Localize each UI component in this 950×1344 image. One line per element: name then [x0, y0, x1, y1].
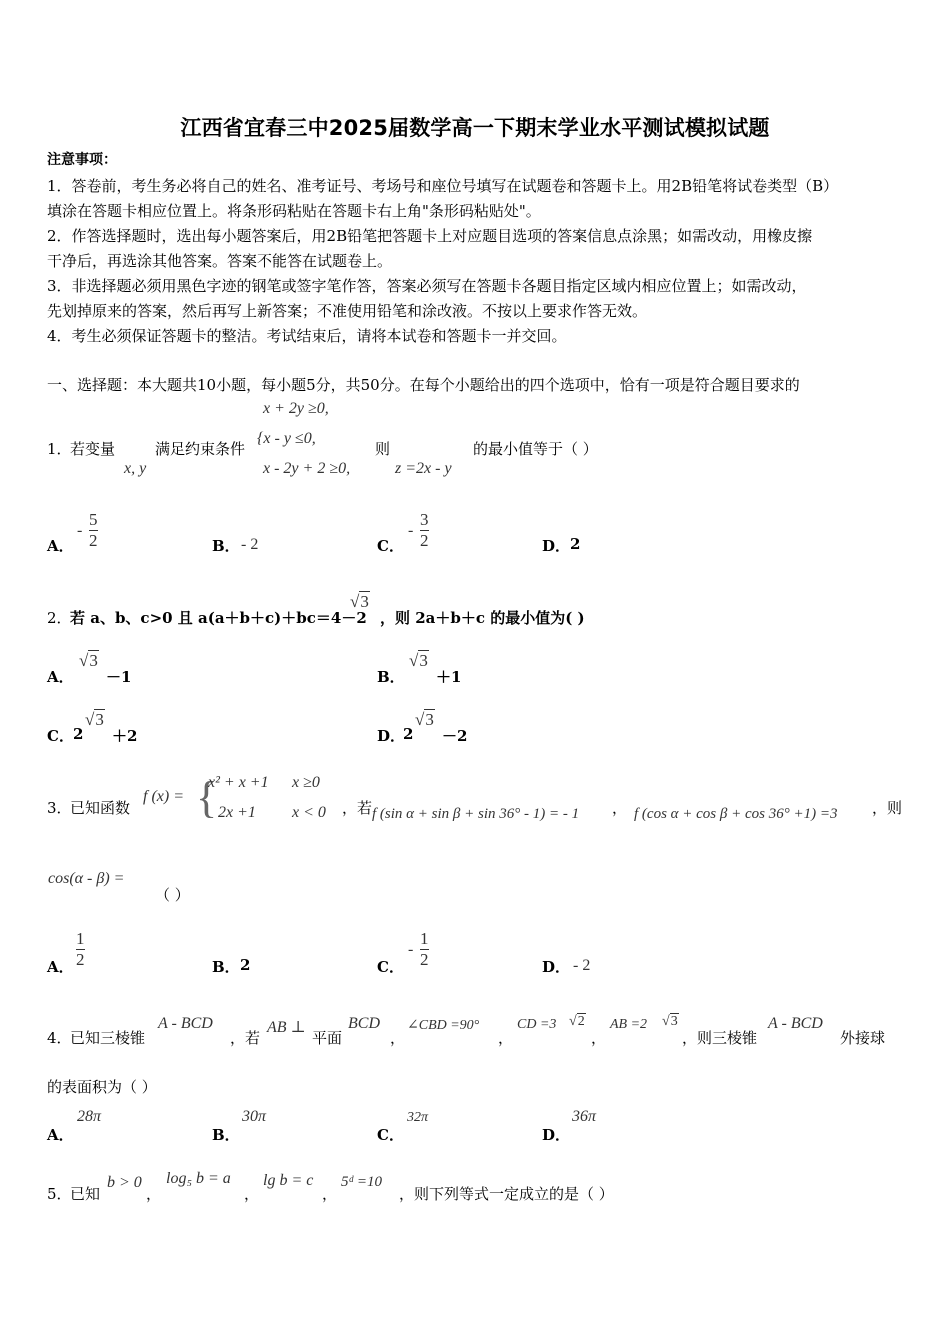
- question-text: 平面: [312, 1029, 343, 1047]
- separator: ，: [390, 1029, 406, 1047]
- constraint-3: x - 2y + 2 ≥0,: [263, 460, 351, 477]
- target-expression: cos(α - β) =: [48, 870, 125, 887]
- question-text: ，则三棱锥: [682, 1029, 758, 1047]
- question-number: 1．: [47, 440, 72, 458]
- question-number: 2．: [47, 609, 72, 627]
- notice-heading: 注意事项：: [47, 152, 117, 168]
- sqrt-3: √3: [662, 1014, 678, 1029]
- option-c-label: C．: [377, 1126, 404, 1144]
- question-number: 3．: [47, 799, 72, 817]
- question-text: ，若: [230, 1029, 261, 1047]
- notice-line: 干净后，再选涂其他答案。答案不能答在试题卷上。: [47, 252, 393, 270]
- denominator: 2: [420, 950, 429, 969]
- sqrt-3: √3: [85, 710, 104, 729]
- question-text: ，则 2a＋b＋c 的最小值为( ): [380, 609, 585, 627]
- sqrt-3: √3: [409, 651, 428, 670]
- question-text: 若变量: [70, 440, 116, 458]
- math-pyramid: A - BCD: [768, 1015, 823, 1032]
- option-b-label: B．: [212, 1126, 240, 1144]
- option-a-value: 28π: [77, 1108, 102, 1125]
- option-a-label: A．: [47, 958, 74, 976]
- question-text: 的最小值等于（ ）: [473, 440, 598, 458]
- option-c-sign: -: [408, 941, 414, 958]
- sqrt-2: √2: [569, 1014, 585, 1029]
- option-d-value: 2: [570, 535, 581, 553]
- option-c-suffix: ＋2: [112, 727, 138, 745]
- option-a-fraction: [89, 510, 98, 551]
- option-d-label: D．: [542, 1126, 571, 1144]
- sqrt-3: √3: [415, 710, 434, 729]
- option-c-fraction: [420, 510, 429, 551]
- notice-line: 2．作答选择题时，选出每小题答案后，用2B铅笔把答题卡上对应题目选项的答案信息点涂黑；如需改动，用橡皮擦: [47, 227, 813, 245]
- math-power: 5ᵈ =10: [341, 1174, 383, 1190]
- option-d-prefix: 2: [403, 725, 414, 743]
- denominator: 2: [89, 531, 98, 550]
- question-number: 4．: [47, 1029, 72, 1047]
- denominator: 2: [420, 531, 429, 550]
- math-vars: x, y: [124, 460, 147, 477]
- question-text: 则: [375, 440, 391, 458]
- piece-1-expr: x² + x +1: [208, 774, 269, 791]
- math-log5: log₅ b = a: [166, 1170, 231, 1187]
- answer-paren: （ ）: [155, 886, 190, 904]
- option-c-label: C．: [47, 727, 74, 745]
- notice-line: 1．答卷前，考生务必将自己的姓名、准考证号、考场号和座位号填写在试题卷和答题卡上。用2B铅笔将试卷类型（B）: [47, 177, 839, 195]
- piece-2-expr: 2x +1: [218, 804, 256, 821]
- equation-2: f (cos α + cos β + cos 36° +1) =3: [634, 806, 838, 822]
- option-a-label: A．: [47, 1126, 74, 1144]
- question-text: ，则: [872, 799, 903, 817]
- separator: ，: [322, 1185, 338, 1203]
- section-heading: 一、选择题：本大题共10小题，每小题5分，共50分。在每个小题给出的四个选项中，恰有一项是符合题目要求的: [47, 376, 800, 394]
- question-text: 已知函数: [70, 799, 131, 817]
- option-d-value: 36π: [572, 1108, 597, 1125]
- separator: ，: [146, 1185, 162, 1203]
- option-c-label: C．: [377, 537, 404, 555]
- question-text: 已知: [70, 1185, 101, 1203]
- notice-line: 先划掉原来的答案，然后再写上新答案；不准使用铅笔和涂改液。不按以上要求作答无效。: [47, 302, 648, 320]
- numerator: 3: [420, 510, 429, 529]
- option-d-suffix: －2: [442, 727, 468, 745]
- math-cd: CD =3: [517, 1017, 557, 1032]
- question-text: ，则下列等式一定成立的是（ ）: [399, 1185, 614, 1203]
- piece-1-cond: x ≥0: [292, 774, 320, 791]
- question-text: 满足约束条件: [155, 440, 246, 458]
- option-a-label: A．: [47, 537, 74, 555]
- separator: ，: [498, 1029, 514, 1047]
- option-b-label: B．: [377, 668, 405, 686]
- option-c-label: C．: [377, 958, 404, 976]
- numerator: 1: [76, 929, 85, 948]
- option-d-label: D．: [377, 727, 406, 745]
- option-b-value: 30π: [242, 1108, 267, 1125]
- function-name: f (x) =: [143, 788, 184, 805]
- separator: ，: [591, 1029, 607, 1047]
- separator: ，: [244, 1185, 260, 1203]
- notice-line: 3．非选择题必须用黑色字迹的钢笔或签字笔作答，答案必须写在答题卡各题目指定区域内相应位置上；如需改动，: [47, 277, 807, 295]
- option-b-label: B．: [212, 958, 240, 976]
- numerator: 5: [89, 510, 98, 529]
- sqrt-3: √3: [350, 592, 369, 611]
- option-d-value: - 2: [573, 957, 591, 974]
- option-a-sign: -: [77, 522, 83, 539]
- option-d-label: D．: [542, 537, 571, 555]
- denominator: 2: [76, 950, 85, 969]
- notice-line: 填涂在答题卡相应位置上。将条形码粘贴在答题卡右上角"条形码粘贴处"。: [47, 202, 541, 220]
- math-perpendicular: AB ⊥: [267, 1019, 306, 1036]
- constraint-1: x + 2y ≥0,: [263, 400, 329, 417]
- question-text: 已知三棱锥: [70, 1029, 146, 1047]
- piece-2-cond: x < 0: [292, 804, 326, 821]
- notice-line: 4．考生必须保证答题卡的整洁。考试结束后，请将本试卷和答题卡一并交回。: [47, 327, 567, 345]
- constraint-2: {x - y ≤0,: [257, 430, 316, 447]
- separator: ，: [612, 799, 628, 817]
- option-d-label: D．: [542, 958, 571, 976]
- math-lg: lg b = c: [263, 1172, 314, 1189]
- page-title: 江西省宜春三中2025届数学高一下期末学业水平测试模拟试题: [180, 116, 770, 140]
- math-b-positive: b > 0: [107, 1174, 142, 1191]
- math-pyramid: A - BCD: [158, 1015, 213, 1032]
- option-c-fraction: [420, 929, 429, 970]
- objective-function: z =2x - y: [395, 460, 452, 477]
- option-a-suffix: －1: [106, 668, 132, 686]
- math-plane: BCD: [348, 1015, 380, 1032]
- question-number: 5．: [47, 1185, 72, 1203]
- option-c-sign: -: [408, 522, 414, 539]
- option-a-label: A．: [47, 668, 74, 686]
- option-a-fraction: [76, 929, 85, 970]
- option-c-prefix: 2: [73, 725, 84, 743]
- question-text: 若 a、b、c>0 且 a(a＋b＋c)＋bc＝4－2: [70, 609, 367, 627]
- math-ab: AB =2: [610, 1017, 648, 1032]
- numerator: 1: [420, 929, 429, 948]
- option-b-value: - 2: [241, 536, 259, 553]
- equation-1: f (sin α + sin β + sin 36° - 1) = - 1: [372, 806, 580, 822]
- question-text: 的表面积为（ ）: [47, 1078, 157, 1096]
- option-b-value: 2: [240, 956, 251, 974]
- sqrt-3: √3: [79, 651, 98, 670]
- brace-icon: {: [196, 773, 218, 822]
- math-angle: ∠CBD =90°: [407, 1018, 480, 1033]
- option-b-suffix: ＋1: [436, 668, 462, 686]
- question-text: ，若: [342, 799, 373, 817]
- option-b-label: B．: [212, 537, 240, 555]
- question-text: 外接球: [840, 1029, 886, 1047]
- option-c-value: 32π: [407, 1110, 429, 1125]
